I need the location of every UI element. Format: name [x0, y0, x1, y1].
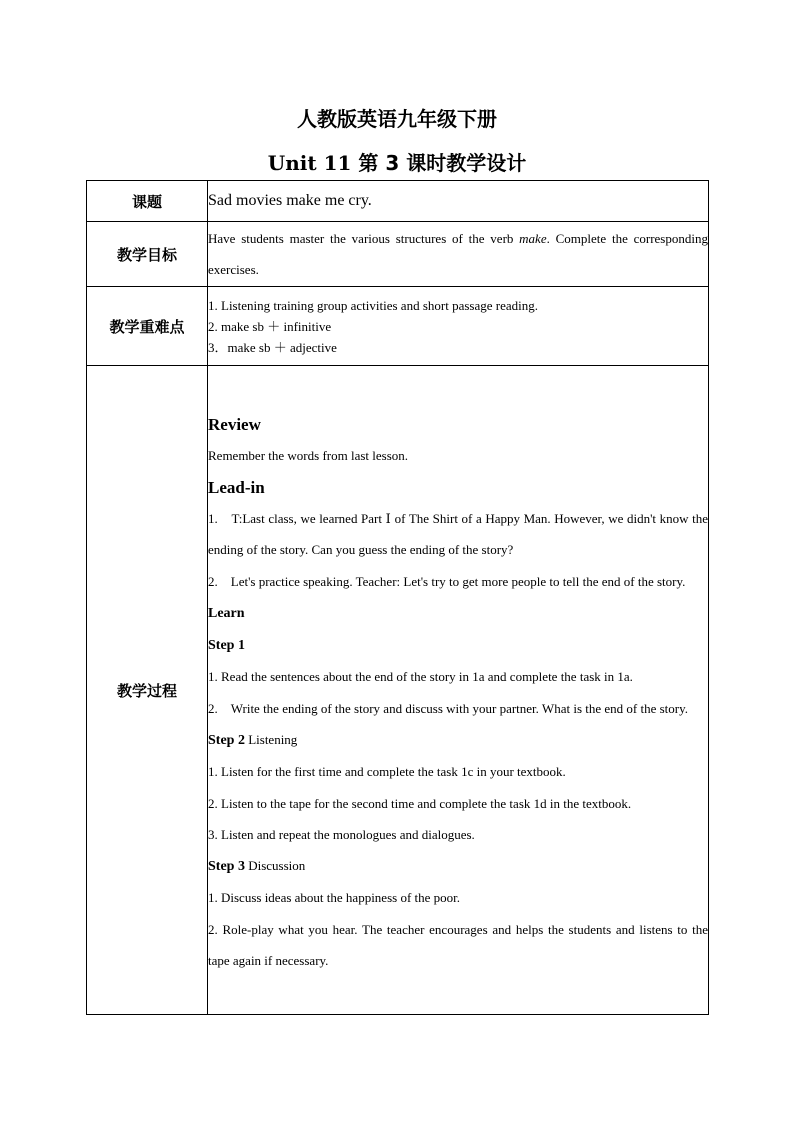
document-title: 人教版英语九年级下册 — [297, 107, 497, 131]
objectives-cell — [208, 222, 709, 287]
row-objectives — [87, 222, 709, 287]
step3-item: 1. Discuss ideas about the happiness of the poor. — [208, 890, 461, 906]
step1-heading — [208, 629, 708, 661]
difficulty-item: 3．make sb ＋ adjective — [208, 339, 337, 355]
step2-heading — [208, 724, 708, 756]
leadin-item: 2. Let's practice speaking. Teacher: Let's try to get more people to tell the end of the story. — [208, 573, 686, 589]
process-cell — [208, 366, 709, 1015]
learn-heading-text: Learn — [208, 605, 245, 621]
step2-heading-text: Listening — [244, 732, 298, 747]
objectives-text — [208, 223, 708, 285]
step2-item: 2. Listen to the tape for the second time and complete the task 1d in the textbook. — [208, 795, 632, 811]
review-heading: Review — [208, 414, 261, 434]
document-subtitle — [0, 147, 794, 176]
process-label: 教学过程 — [87, 366, 208, 1015]
objectives-label: 教学目标 — [87, 222, 208, 287]
topic-cell — [208, 181, 709, 222]
step3-heading — [208, 850, 708, 882]
row-process — [87, 366, 709, 1015]
process-content — [208, 404, 708, 977]
step3-heading-text: Discussion — [244, 858, 306, 874]
step2-item: 1. Listen for the first time and complete the task 1c in your textbook. — [208, 764, 566, 780]
lesson-label: 第 3 课时教学设计 — [358, 151, 527, 175]
step1-item: 2. Write the ending of the story and discuss with your partner. What is the end of the story. — [208, 700, 689, 716]
difficulty-item: 2. make sb ＋ infinitive — [208, 318, 332, 334]
leadin-heading: Lead-in — [208, 477, 265, 497]
difficulty-item: 1. Listening training group activities and short passage reading. — [208, 297, 538, 313]
learn-heading — [208, 597, 708, 629]
difficulties-label: 教学重难点 — [87, 287, 208, 366]
row-difficulties — [87, 287, 709, 366]
step1-heading-text: Step 1 — [208, 638, 245, 654]
topic-label: 课题 — [87, 181, 208, 222]
review-text: Remember the words from last lesson. — [208, 447, 409, 463]
step3-heading-bold: Step 3 — [208, 859, 245, 875]
step1-item: 1. Read the sentences about the end of the story in 1a and complete the task in 1a. — [208, 669, 633, 685]
objectives-text-before: Have students master the various structures of the verb — [208, 231, 520, 246]
topic-value: Sad movies make me cry. — [208, 192, 372, 209]
step2-heading-bold: Step 2 — [208, 733, 245, 748]
difficulties-cell — [208, 287, 709, 366]
unit-label: Unit 11 — [267, 151, 352, 175]
step3-item: 2. Role-play what you hear. The teacher encourages and helps the students and listens to the tape again if necessary. — [208, 921, 708, 969]
step2-item: 3. Listen and repeat the monologues and dialogues. — [208, 826, 475, 842]
row-topic — [87, 181, 709, 222]
lesson-plan-table — [86, 180, 709, 1015]
leadin-item: 1. T:Last class, we learned Part Ⅰ of The Shirt of a Happy Man. However, we didn't know the ending of the story. Can you guess the ending of the story? — [208, 510, 708, 558]
objectives-text-italic: make — [519, 231, 547, 246]
objectives-text-after: . Complete the corresponding exercises. — [208, 231, 708, 277]
